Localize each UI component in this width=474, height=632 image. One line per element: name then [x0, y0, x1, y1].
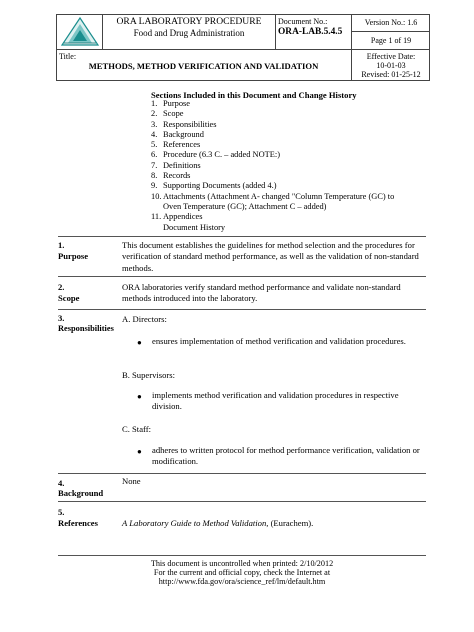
effective-date-label: Effective Date: — [366, 52, 416, 61]
directors-text: ensures implementation of method verification and validation procedures. — [152, 336, 406, 346]
references-number: 5. — [58, 507, 65, 517]
section-divider — [58, 501, 426, 502]
scope-heading: Scope — [58, 293, 80, 303]
toc-item: 7. Definitions — [151, 160, 201, 170]
footer-divider — [58, 555, 426, 556]
toc-item: Document History — [163, 222, 226, 232]
toc-item: 2. Scope — [151, 109, 184, 119]
toc-item: Oven Temperature (GC); Attachment C – added) — [163, 201, 327, 211]
footer — [58, 559, 426, 587]
section-divider — [58, 309, 426, 310]
org-title: ORA LABORATORY PROCEDURE — [116, 16, 262, 27]
staff-text: adheres to written protocol for method performance verification, validation or modification. — [152, 445, 420, 467]
staff-label: C. Staff: — [122, 424, 151, 434]
toc-item: 4. Background — [151, 129, 204, 139]
footer-official-copy-notice: For the current and official copy, check the Internet at — [153, 568, 331, 578]
version-number: Version No.: 1.6 — [364, 18, 418, 27]
toc-title: Sections Included in this Document and Change History — [151, 90, 357, 100]
section-divider — [58, 236, 426, 237]
responsibilities-number: 3. — [58, 313, 65, 323]
effective-date-value: 10-01-03 — [376, 61, 406, 70]
bullet-icon: ● — [137, 447, 142, 456]
scope-number: 2. — [58, 282, 65, 292]
toc-list — [151, 99, 394, 233]
reference-title: A Laboratory Guide to Method Validation — [122, 518, 267, 528]
toc-item: 10. Attachments (Attachment A- changed "Column Temperature (GC) to — [151, 191, 395, 201]
section-divider — [58, 276, 426, 277]
background-text: None — [122, 476, 141, 486]
footer-url-link[interactable]: http://www.fda.gov/ora/science_ref/lm/default.htm — [158, 577, 326, 587]
toc-item: 3. Responsibilities — [151, 119, 217, 129]
toc-item: 8. Records — [151, 171, 191, 181]
ora-logo-icon — [60, 16, 100, 47]
references-text — [122, 518, 430, 529]
reference-publisher: , (Eurachem). — [266, 518, 314, 528]
purpose-number: 1. — [58, 240, 65, 250]
header-divider-page — [351, 31, 430, 32]
directors-label: A. Directors: — [122, 314, 167, 324]
background-number: 4. — [58, 478, 65, 488]
references-heading: References — [58, 518, 98, 528]
doc-number-value: ORA-LAB.5.4.5 — [278, 27, 343, 37]
responsibilities-heading: Responsibilities — [58, 324, 114, 333]
title-label: Title: — [59, 52, 77, 61]
toc-item: 9. Supporting Documents (added 4.) — [151, 181, 277, 191]
toc-item: 6. Procedure (6.3 C. – added NOTE:) — [151, 150, 280, 160]
page-number: Page 1 of 19 — [370, 36, 412, 45]
header-divider-horizontal — [56, 49, 430, 50]
purpose-text: This document establishes the guidelines for method selection and the procedures for verification of standard method performance, as well as the validation of non-standard methods. — [122, 240, 419, 273]
purpose-heading: Purpose — [58, 251, 89, 261]
background-heading: Background — [58, 488, 104, 498]
toc-item: 1. Purpose — [151, 99, 190, 108]
footer-uncontrolled-notice: This document is uncontrolled when printed: 2/10/2012 — [150, 559, 334, 568]
bullet-icon: ● — [137, 338, 142, 347]
scope-text: ORA laboratories verify standard method performance and validate non-standard methods introduced into the laboratory. — [122, 282, 401, 304]
bullet-icon: ● — [137, 392, 142, 401]
doc-number-label: Document No.: — [278, 17, 328, 26]
supervisors-label: B. Supervisors: — [122, 370, 175, 380]
toc-item: 5. References — [151, 140, 201, 150]
header-divider-docno — [275, 14, 276, 49]
revised-date: Revised: 01-25-12 — [361, 70, 421, 79]
org-subtitle: Food and Drug Administration — [133, 28, 245, 38]
document-title: METHODS, METHOD VERIFICATION AND VALIDATION — [88, 61, 319, 71]
supervisors-text: implements method verification and validation procedures in respective division. — [152, 390, 399, 412]
toc-item: 11. Appendices — [151, 212, 203, 222]
section-divider — [58, 473, 426, 474]
